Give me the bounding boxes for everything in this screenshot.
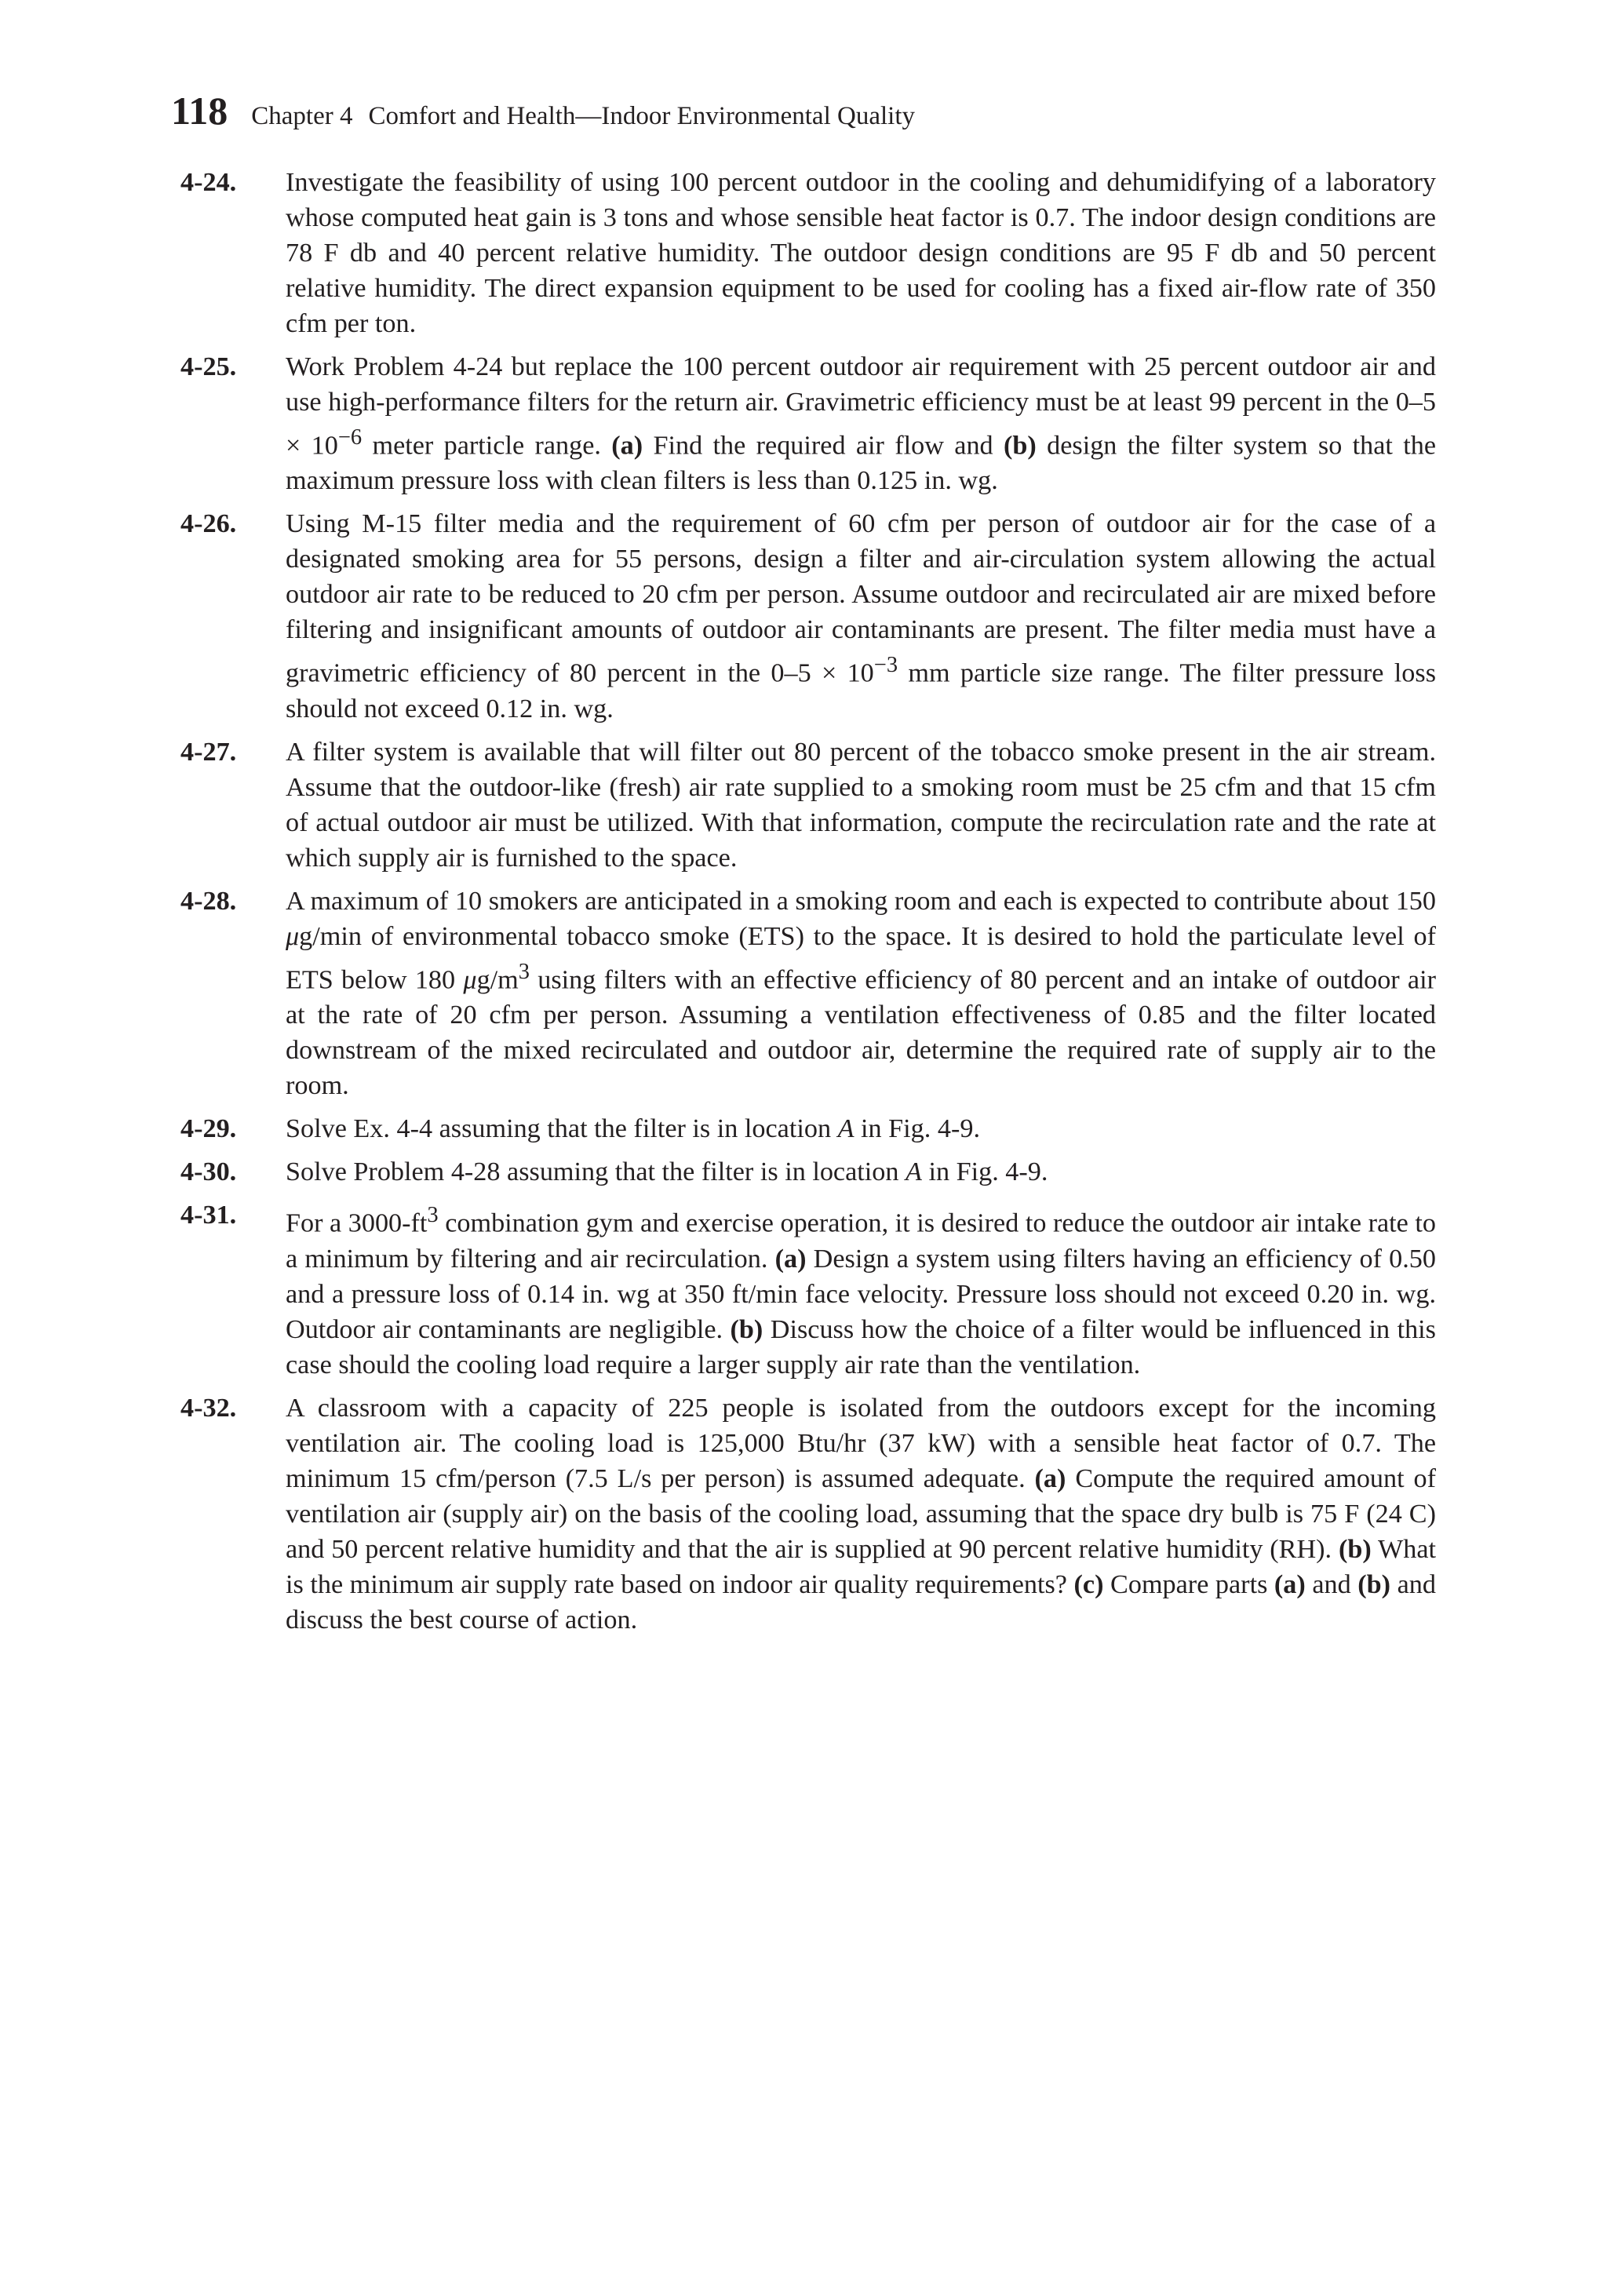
problem-item bbox=[180, 506, 1436, 726]
problem-number: 4-26. bbox=[180, 509, 237, 539]
chapter-label: Chapter 4 bbox=[251, 102, 353, 130]
problem-list bbox=[180, 165, 1436, 1645]
chapter-title: Comfort and Health—Indoor Environmental Quality bbox=[368, 102, 915, 130]
problem-number: 4-25. bbox=[180, 352, 237, 381]
problem-item bbox=[180, 1390, 1436, 1638]
problem-text: A maximum of 10 smokers are anticipated in a smoking room and each is expected to contribute about 150 μg/min of environmental tobacco smoke (ETS) to the space. It is desired to hold the particulate level of ETS below 180 $\mu g/m^3$ using filters with an effective efficiency of 80 percent and an intake of outdoor air at the rate of 20 cfm per person. Assuming a ventilation effectiveness of 0.85 and the filter located downstream of the mixed recirculated and outdoor air, determine the required rate of supply air to the room. bbox=[286, 886, 1436, 1101]
problem-item bbox=[180, 349, 1436, 498]
problem-text: Investigate the feasibility of using 100 percent outdoor in the cooling and dehumidifying of a laboratory whose computed heat gain is 3 tons and whose sensible heat factor is 0.7. The indoor design conditions are 78 F db and 40 percent relative humidity. The outdoor design conditions are 95 F db and 50 percent relative humidity. The direct expansion equipment to be used for cooling has a fixed air-flow rate of 350 cfm per ton. bbox=[286, 168, 1436, 338]
problem-item bbox=[180, 165, 1436, 341]
running-head bbox=[171, 88, 915, 135]
problem-number: 4-32. bbox=[180, 1393, 237, 1423]
problem-item bbox=[180, 884, 1436, 1103]
problem-number: 4-31. bbox=[180, 1201, 237, 1230]
problem-item bbox=[180, 1154, 1436, 1190]
problem-text: Work Problem 4-24 but replace the 100 percent outdoor air requirement with 25 percent outdoor air and use high-performance filters for the return air. Gravimetric efficiency must be at least 99 percent in the $0-5 \times 10^{-6}$ meter particle range. (a) Find the required air flow and (b) design the filter system so that the maximum pressure loss with clean filters is less than 0.125 in. wg. bbox=[286, 352, 1437, 496]
problem-number: 4-30. bbox=[180, 1157, 237, 1187]
page-number: 118 bbox=[171, 89, 228, 133]
problem-text: Using M-15 filter media and the requirement of 60 cfm per person of outdoor air for the case of a designated smoking area for 55 persons, design a filter and air-circulation system allowing the actual outdoor air rate to be reduced to 20 cfm per person. Assume outdoor and recirculated air are mixed before filtering and insignificant amounts of outdoor air contaminants are present. The filter media must have a gravimetric efficiency of 80 percent in the $0-5 \times 10^{-3}$ mm particle size range. The filter pressure loss should not exceed 0.12 in. wg. bbox=[286, 509, 1436, 723]
problem-number: 4-24. bbox=[180, 168, 237, 197]
problem-item bbox=[180, 734, 1436, 876]
problem-text: Solve Ex. 4-4 assuming that the filter is in location A in Fig. 4-9. bbox=[286, 1114, 980, 1144]
problem-item bbox=[180, 1197, 1436, 1382]
problem-number: 4-28. bbox=[180, 886, 237, 916]
problem-number: 4-27. bbox=[180, 737, 237, 767]
problem-item bbox=[180, 1111, 1436, 1146]
problem-text: Solve Problem 4-28 assuming that the filter is in location A in Fig. 4-9. bbox=[286, 1157, 1048, 1187]
problem-text: For a $3000-ft^3$ combination gym and exercise operation, it is desired to reduce the outdoor air intake rate to a minimum by filtering and air recirculation. (a) Design a system using filters having an efficiency of 0.50 and a pressure loss of 0.14 in. wg at 350 ft/min face velocity. Pressure loss should not exceed 0.20 in. wg. Outdoor air contaminants are negligible. (b) Discuss how the choice of a filter would be influenced in this case should the cooling load require a larger supply air rate than the ventilation. bbox=[286, 1203, 1436, 1379]
problem-number: 4-29. bbox=[180, 1114, 237, 1144]
problem-text: A filter system is available that will filter out 80 percent of the tobacco smoke present in the air stream. Assume that the outdoor-like (fresh) air rate supplied to a smoking room must be 25 cfm and that 15 cfm of actual outdoor air must be utilized. With that information, compute the recirculation rate and the rate at which supply air is furnished to the space. bbox=[286, 737, 1436, 873]
problem-text: A classroom with a capacity of 225 people is isolated from the outdoors except for the incoming ventilation air. The cooling load is 125,000 Btu/hr (37 kW) with a sensible heat factor of 0.7. The minimum 15 cfm/person (7.5 L/s per person) is assumed adequate. (a) Compute the required amount of ventilation air (supply air) on the basis of the cooling load, assuming that the space dry bulb is 75 F (24 C) and 50 percent relative humidity and that the air is supplied at 90 percent relative humidity (RH). (b) What is the minimum air supply rate based on indoor air quality requirements? (c) Compare parts (a) and (b) and discuss the best course of action. bbox=[286, 1393, 1437, 1635]
